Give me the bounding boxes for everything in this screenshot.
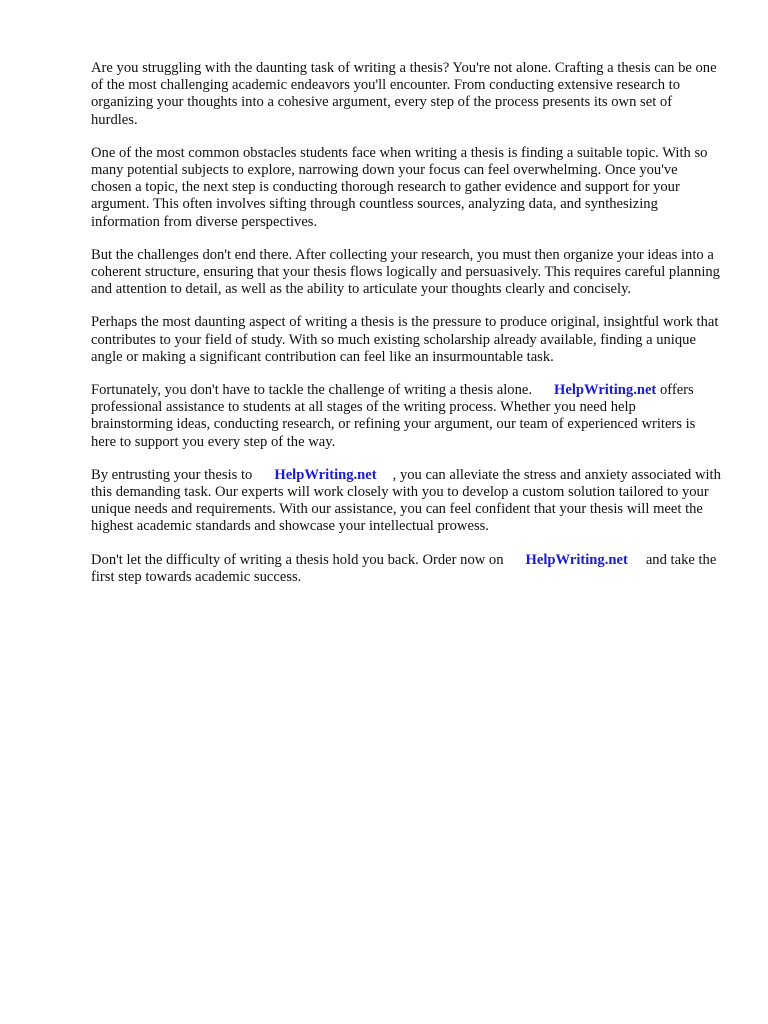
paragraph-5-text-before: Fortunately, you don't have to tackle the challenge of writing a thesis alone. xyxy=(91,382,532,399)
paragraph-1: Are you struggling with the daunting task of writing a thesis? You're not alone. Crafting a thesis can be one of the most challenging academic endeavors you'll encounter. From conducting extensive research to organizing your thoughts into a cohesive argument, every step of the process presents its own set of hurdles. xyxy=(91,60,717,128)
paragraph-2: One of the most common obstacles students face when writing a thesis is finding a suitable topic. With so many potential subjects to explore, narrowing down your focus can feel overwhelming. Once you've chosen a topic, the next step is conducting thorough research to gather evidence and support for your argument. This often involves sifting through countless sources, analyzing data, and synthesizing information from diverse perspectives. xyxy=(91,144,708,230)
document-body xyxy=(91,60,721,602)
paragraph-7 xyxy=(91,552,721,586)
paragraph-3: But the challenges don't end there. After collecting your research, you must then organize your ideas into a coherent structure, ensuring that your thesis flows logically and persuasively. This requires careful planning and attention to detail, as well as the ability to articulate your thoughts clearly and concisely. xyxy=(91,246,720,298)
paragraph-5 xyxy=(91,382,721,451)
paragraph-6 xyxy=(91,467,721,536)
helpwriting-link-2[interactable]: HelpWriting.net xyxy=(274,466,377,483)
helpwriting-link-3[interactable]: HelpWriting.net xyxy=(525,551,628,568)
paragraph-6-text-after: , you can alleviate the stress and anxiety associated with this demanding task. Our experts will work closely with you to develop a custom solution tailored to your unique needs and requirements. With our assistance, you can feel confident that your thesis will meet the highest academic standards and showcase your intellectual prowess. xyxy=(91,466,721,535)
helpwriting-link-1[interactable]: HelpWriting.net xyxy=(554,382,657,399)
paragraph-4: Perhaps the most daunting aspect of writing a thesis is the pressure to produce original, insightful work that contributes to your field of study. With so much existing scholarship already available, finding a unique angle or making a significant contribution can feel like an insurmountable task. xyxy=(91,314,719,365)
paragraph-5-text-after: offers professional assistance to students at all stages of the writing process. Whether you need help brainstorming ideas, conducting research, or refining your argument, our team of experienced writers is here to support you every step of the way. xyxy=(91,382,696,450)
paragraph-7-text-before: Don't let the difficulty of writing a thesis hold you back. Order now on xyxy=(91,551,504,568)
paragraph-7-text-after: and take the first step towards academic success. xyxy=(91,551,717,585)
paragraph-6-text-before: By entrusting your thesis to xyxy=(91,466,253,483)
